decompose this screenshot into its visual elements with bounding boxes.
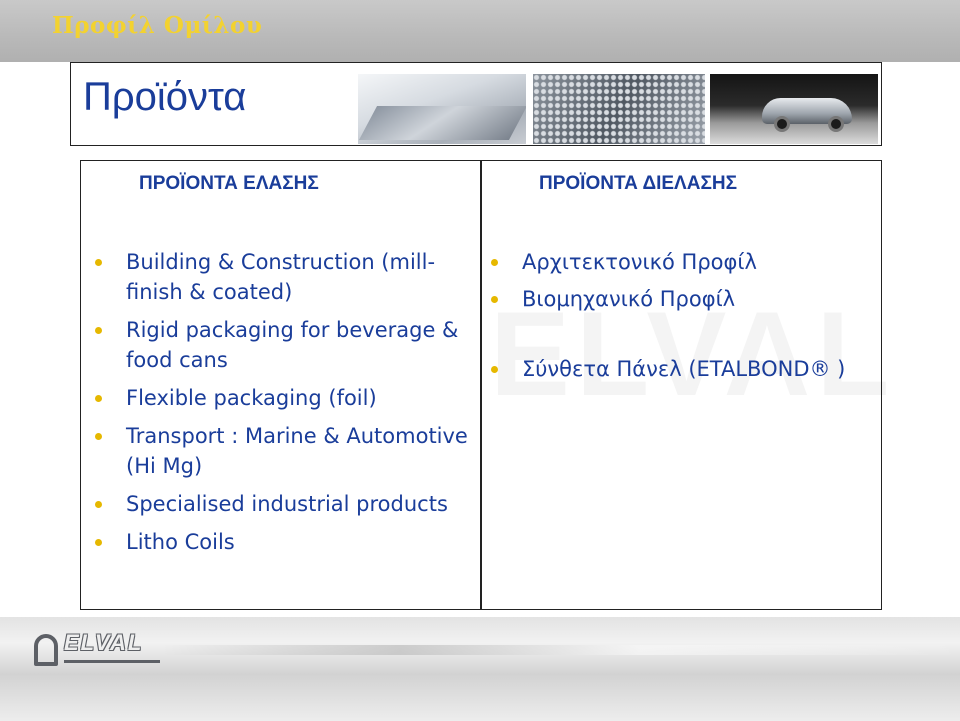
perforated-panel-photo	[533, 74, 705, 144]
car-wheel-rear	[828, 116, 844, 132]
page-title: Προϊόντα	[83, 75, 247, 119]
elval-logo	[34, 628, 164, 672]
extruded-products-list	[491, 247, 871, 391]
header-bar	[0, 0, 960, 62]
aluminium-sheet-photo	[358, 74, 526, 144]
logo-underline	[64, 660, 160, 663]
column-divider	[480, 161, 482, 609]
rolled-products-heading: ΠΡΟΪΟΝΤΑ ΕΛΑΣΗΣ	[139, 173, 319, 194]
list-item: Βιομηχανικό Προφίλ	[491, 284, 871, 314]
list-item: Litho Coils	[95, 527, 475, 557]
list-item: Αρχιτεκτονικό Προφίλ	[491, 247, 871, 277]
header-title: Προφίλ Ομίλου	[52, 12, 263, 39]
list-item: Building & Construction (mill-finish & coated)	[95, 247, 475, 307]
sheet-shape	[359, 106, 526, 140]
product-table	[80, 160, 882, 610]
logo-text: ELVAL	[64, 630, 144, 655]
footer-streak	[160, 645, 960, 655]
logo-mark-icon	[34, 634, 58, 666]
list-item: Rigid packaging for beverage & food cans	[95, 315, 475, 375]
list-item: Flexible packaging (foil)	[95, 383, 475, 413]
car-photo	[710, 74, 878, 144]
extruded-products-heading: ΠΡΟΪΟΝΤΑ ΔΙΕΛΑΣΗΣ	[539, 173, 737, 194]
list-item: Specialised industrial products	[95, 489, 475, 519]
list-item: Transport : Marine & Automotive (Hi Mg)	[95, 421, 475, 481]
rolled-products-list	[95, 247, 475, 565]
list-item: Σύνθετα Πάνελ (ETALBOND® )	[491, 354, 871, 384]
car-wheel-front	[774, 116, 790, 132]
